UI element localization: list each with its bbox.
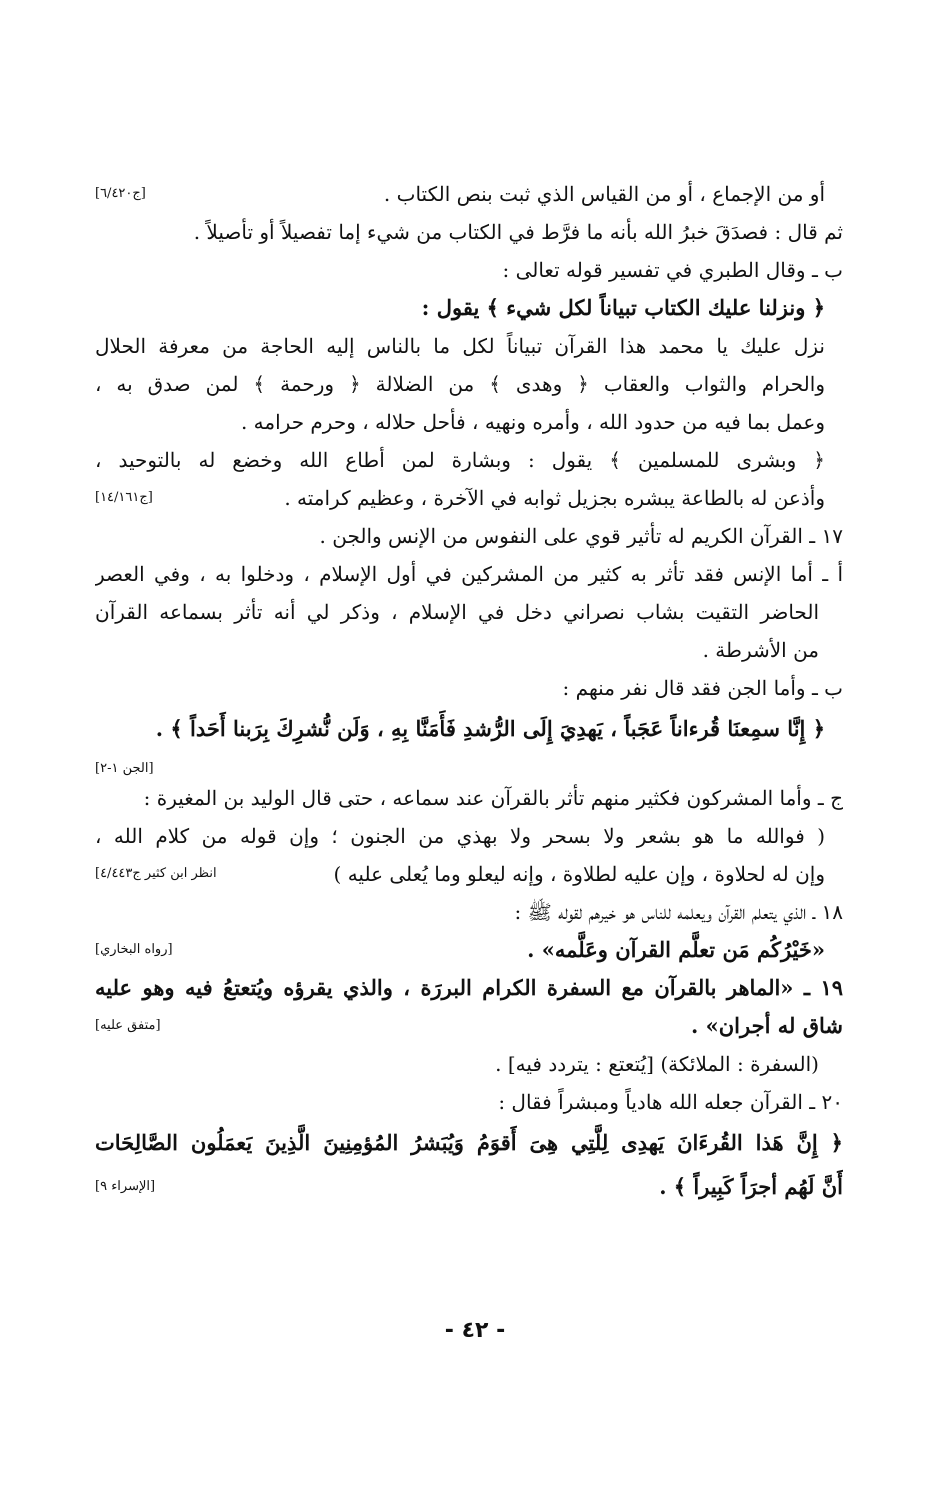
line-text: ١٨ ـ الذي يتعلم القرآن ويعلمه للناس هو خيرهم لقوله ﷺ : xyxy=(514,900,843,924)
text-line-5 xyxy=(95,327,843,365)
hadith-text: «خَيْرُكُم مَن تعلَّم القرآن وعَلَّمه» . xyxy=(527,937,825,962)
line-text: من الأشرطة . xyxy=(702,638,819,662)
line-text: ب ـ وقال الطبري في تفسير قوله تعالى : xyxy=(502,258,843,282)
quran-verse-2 xyxy=(95,707,843,751)
text-line-13 xyxy=(95,631,843,669)
hadith-text: ١٩ ـ «الماهر بالقرآن مع السفرة الكرام البررَة ، والذي يقرؤه ويُتعتعُ فيه وهو عليه xyxy=(95,975,843,1000)
line-text: أ ـ أما الإنس فقد تأثر به كثير من المشركين في أول الإسلام ، ودخلوا به ، وفي العصر xyxy=(95,562,843,586)
quran-verse-3 xyxy=(95,1121,843,1165)
text-line-14 xyxy=(95,669,843,707)
text-line-19 xyxy=(95,855,843,893)
line-text: أو من الإجماع ، أو من القياس الذي ثبت بنص الكتاب . xyxy=(383,182,825,206)
citation: [الجن ١-٢] xyxy=(95,761,154,776)
quran-verse-1 xyxy=(95,289,843,327)
line-text: الحاضر التقيت بشاب نصراني دخل في الإسلام ، وذكر لي أنه تأثر بسماعه القرآن xyxy=(95,600,819,624)
line-text: ١٧ ـ القرآن الكريم له تأثير قوي على النفوس من الإنس والجن . xyxy=(319,524,843,548)
text-line-7 xyxy=(95,403,843,441)
line-text: ب ـ وأما الجن فقد قال نفر منهم : xyxy=(562,676,843,700)
text-line-10 xyxy=(95,517,843,555)
line-text: والحرام والثواب والعقاب ﴿ وهدى ﴾ من الضلالة ﴿ ورحمة ﴾ لمن صدق به ، xyxy=(95,372,825,396)
text-line-20 xyxy=(95,893,843,931)
text-line-12 xyxy=(95,593,843,631)
text-line-1 xyxy=(95,175,843,213)
text-line-8 xyxy=(95,441,843,479)
verse-text: أَنَّ لَهُم أجرَاً كَبِيراً ﴾ . xyxy=(659,1174,843,1199)
hadith-line-1 xyxy=(95,931,843,969)
line-text: وعمل بما فيه من حدود الله ، وأمره ونهيه ، فأحل حلاله ، وحرم حرامه . xyxy=(240,410,825,434)
citation-line xyxy=(95,751,843,779)
citation: انظر ابن كثير ج٤/٤٤٣] xyxy=(95,866,217,881)
hadith-line-3 xyxy=(95,1007,843,1045)
citation: [رواه البخاري] xyxy=(95,942,173,957)
quran-verse-3-end xyxy=(95,1165,843,1209)
text-line-18 xyxy=(95,817,843,855)
line-text: ج ـ وأما المشركون فكثير منهم تأثر بالقرآن عند سماعه ، حتى قال الوليد بن المغيرة : xyxy=(143,786,843,810)
line-text: ٢٠ ـ القرآن جعله الله هادياً ومبشراً فقال : xyxy=(498,1090,843,1114)
line-text: ثم قال : فصدَقَ خبرُ الله بأنه ما فرَّط في الكتاب من شيء إما تفصيلاً أو تأصيلاً . xyxy=(193,220,843,244)
page-body xyxy=(95,175,843,1209)
text-line-2 xyxy=(95,213,843,251)
line-text: ﴿ وبشرى للمسلمين ﴾ يقول : وبشارة لمن أطاع الله وخضع له بالتوحيد ، xyxy=(95,448,825,472)
hadith-line-2 xyxy=(95,969,843,1007)
verse-text: ﴿ ونزلنا عليك الكتاب تبياناً لكل شيء ﴾ يقول : xyxy=(421,295,825,320)
verse-text: ﴿ إِنَّا سمِعنَا قُرءاناً عَجَباً ، يَهدِيَ إِلَى الرُّشدِ فَأَمَنَّا بِهِ ، وَلَن نُّشرِكَ بِرَبنا أَحَداً ﴾ . xyxy=(155,716,825,741)
citation: [ج٦/٤٢٠] xyxy=(95,186,146,201)
page-number: - ٤٢ - xyxy=(444,1318,506,1343)
line-text: وإن له لحلاوة ، وإن عليه لطلاوة ، وإنه ليعلو وما يُعلى عليه ) xyxy=(333,862,825,886)
hadith-text: شاق له أجران» . xyxy=(691,1013,843,1038)
verse-text: ﴿ إِنَّ هَذا القُرءَانَ يَهدِى لِلَّتِي هِىَ أَقوَمُ وَيُبَشرُ المُؤمِنِينَ الَّذِينَ يَعمَلُون الصَّالِحَات xyxy=(95,1130,843,1155)
text-line-9 xyxy=(95,479,843,517)
citation: [ج١٤/١٦١] xyxy=(95,490,153,505)
text-line-25 xyxy=(95,1083,843,1121)
citation: [متفق عليه] xyxy=(95,1018,161,1033)
line-text: وأذعن له بالطاعة يبشره بجزيل ثوابه في الآخرة ، وعظيم كرامته . xyxy=(284,486,825,510)
citation: [الإسراء ٩] xyxy=(95,1179,156,1194)
text-line-11 xyxy=(95,555,843,593)
text-line-17 xyxy=(95,779,843,817)
text-line-24 xyxy=(95,1045,843,1083)
line-text: (السفرة : الملائكة) [يُتعتع : يتردد فيه] . xyxy=(495,1052,819,1076)
text-line-3 xyxy=(95,251,843,289)
text-line-6 xyxy=(95,365,843,403)
line-text: ( فوالله ما هو بشعر ولا بسحر ولا بهذي من الجنون ؛ وإن قوله من كلام الله ، xyxy=(95,824,825,848)
line-text: نزل عليك يا محمد هذا القرآن تبياناً لكل ما بالناس إليه الحاجة من معرفة الحلال xyxy=(95,334,825,358)
